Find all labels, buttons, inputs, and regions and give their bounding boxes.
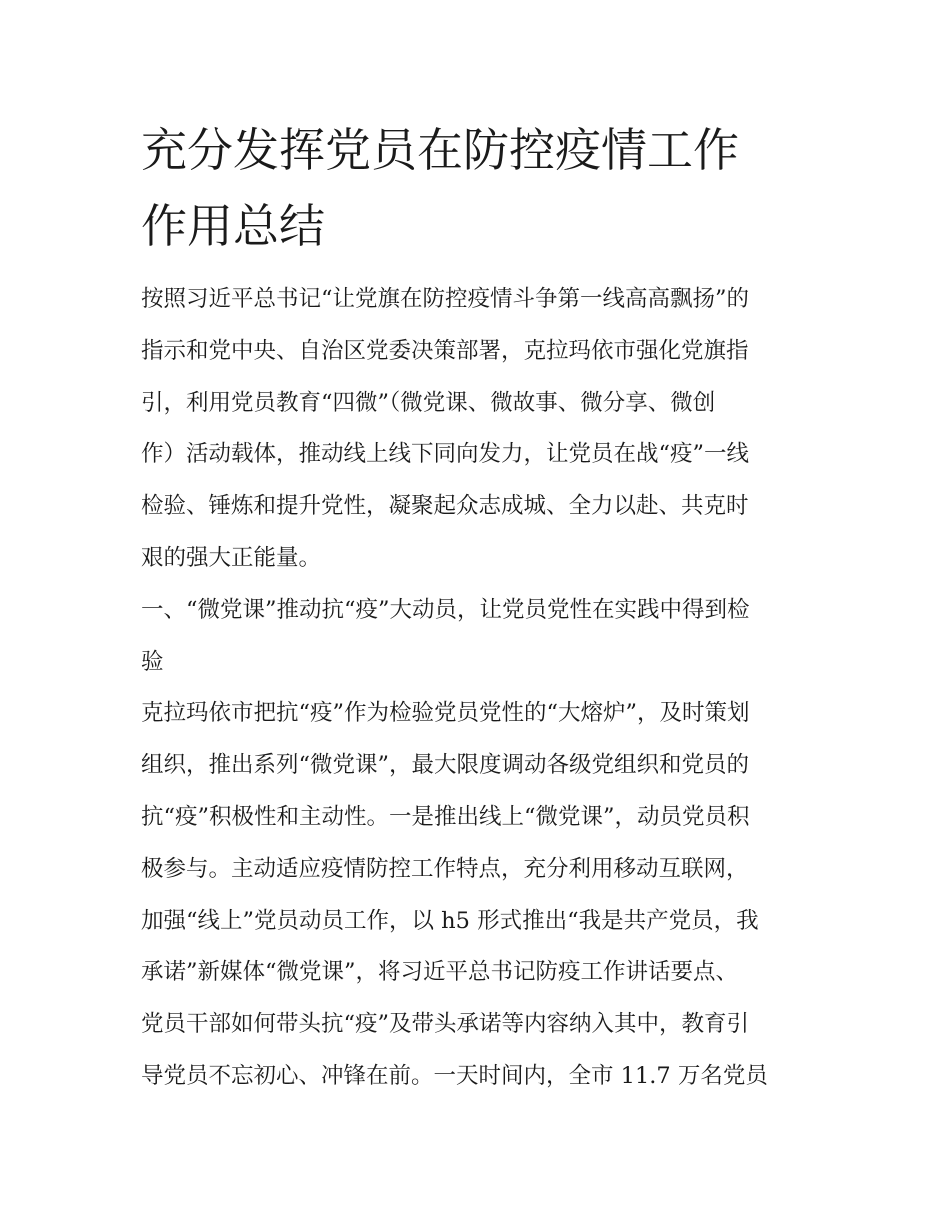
text-line: 极参与。主动适应疫情防控工作特点，充分利用移动互联网， xyxy=(141,855,749,882)
title-line: 充分发挥党员在防控疫情工作 xyxy=(141,123,739,177)
text-line: 作）活动载体，推动线上线下同向发力，让党员在战“疫”一线 xyxy=(141,441,750,468)
text-line: 检验、锤炼和提升党性，凝聚起众志成城、全力以赴、共克时 xyxy=(141,493,749,520)
text-line: 承诺”新媒体“微党课”，将习近平总书记防疫工作讲话要点、 xyxy=(141,959,739,986)
document-body xyxy=(141,112,813,1103)
body-paragraph xyxy=(141,688,813,1102)
document-title xyxy=(141,112,813,264)
title-line: 作用总结 xyxy=(141,199,325,253)
text-line: 按照习近平总书记“让党旗在防控疫情斗争第一线高高飘扬”的 xyxy=(141,286,750,312)
text-line: 克拉玛依市把抗“疫”作为检验党员党性的“大熔炉”，及时策划 xyxy=(141,700,750,727)
text-line: 组织，推出系列“微党课”，最大限度调动各级党组织和党员的 xyxy=(141,752,750,779)
text-line: 党员干部如何带头抗“疫”及带头承诺等内容纳入其中，教育引 xyxy=(141,1011,750,1038)
intro-paragraph xyxy=(141,274,813,585)
text-line: 导党员不忘初心、冲锋在前。一天时间内，全市 11.7 万名党员 xyxy=(141,1062,768,1089)
text-line: 加强“线上”党员动员工作，以 h5 形式推出“我是共产党员，我 xyxy=(141,907,759,934)
text-line: 引，利用党员教育“四微”（微党课、微故事、微分享、微创 xyxy=(141,389,716,416)
text-line: 抗“疫”积极性和主动性。一是推出线上“微党课”，动员党员积 xyxy=(141,803,750,830)
text-line: 一、“微党课”推动抗“疫”大动员，让党员党性在实践中得到检 xyxy=(141,596,750,623)
text-line: 指示和党中央、自治区党委决策部署，克拉玛依市强化党旗指 xyxy=(141,337,749,364)
text-line: 验 xyxy=(141,648,164,675)
section-heading xyxy=(141,585,813,689)
text-line: 艰的强大正能量。 xyxy=(141,544,322,571)
